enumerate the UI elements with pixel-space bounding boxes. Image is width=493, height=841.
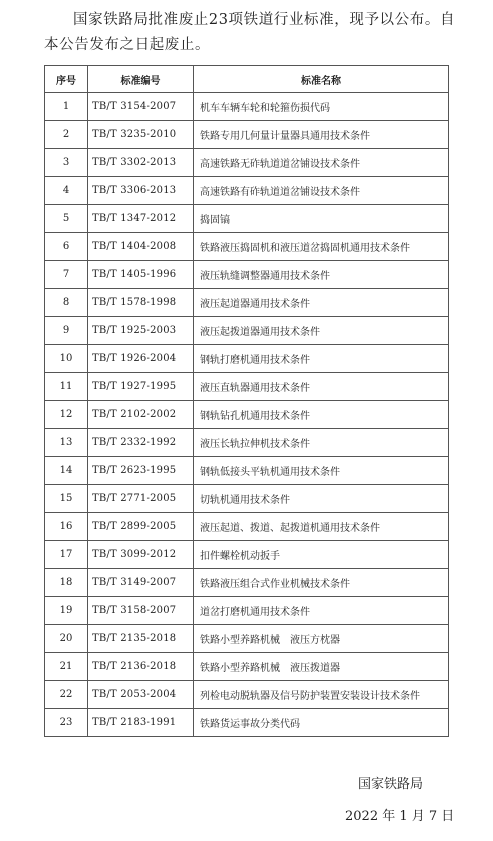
standard-code: TB/T 1926-2004 <box>88 345 194 373</box>
row-number: 15 <box>45 485 88 513</box>
row-number: 18 <box>45 569 88 597</box>
table-row <box>45 653 449 681</box>
table-row <box>45 345 449 373</box>
table-row <box>45 429 449 457</box>
standard-code: TB/T 1578-1998 <box>88 289 194 317</box>
standard-code: TB/T 1347-2012 <box>88 205 194 233</box>
standard-name: 道岔打磨机通用技术条件 <box>194 597 449 625</box>
table-row <box>45 401 449 429</box>
header-number: 序号 <box>45 66 88 93</box>
table-row <box>45 261 449 289</box>
row-number: 7 <box>45 261 88 289</box>
standard-name: 液压起拨道器通用技术条件 <box>194 317 449 345</box>
standard-name: 钢轨钻孔机通用技术条件 <box>194 401 449 429</box>
standard-code: TB/T 2623-1995 <box>88 457 194 485</box>
standard-name: 机车车辆车轮和轮箍伤损代码 <box>194 93 449 121</box>
notice-intro: 国家铁路局批准废止23项铁道行业标准，现予以公布。自本公告发布之日起废止。 <box>44 12 456 53</box>
table-row <box>45 149 449 177</box>
standard-name: 铁路液压捣固机和液压道岔捣固机通用技术条件 <box>194 233 449 261</box>
row-number: 17 <box>45 541 88 569</box>
table-row <box>45 457 449 485</box>
standard-name: 铁路专用几何量计量器具通用技术条件 <box>194 121 449 149</box>
row-number: 9 <box>45 317 88 345</box>
standard-name: 铁路液压组合式作业机械技术条件 <box>194 569 449 597</box>
table-body <box>45 93 449 737</box>
standard-code: TB/T 2183-1991 <box>88 709 194 737</box>
header-standard-name: 标准名称 <box>194 66 449 93</box>
row-number: 20 <box>45 625 88 653</box>
row-number: 2 <box>45 121 88 149</box>
table-row <box>45 121 449 149</box>
table-row <box>45 541 449 569</box>
standard-code: TB/T 3154-2007 <box>88 93 194 121</box>
table-row <box>45 569 449 597</box>
standard-code: TB/T 1925-2003 <box>88 317 194 345</box>
table-row <box>45 93 449 121</box>
standard-code: TB/T 2332-1992 <box>88 429 194 457</box>
standard-name: 铁路货运事故分类代码 <box>194 709 449 737</box>
row-number: 6 <box>45 233 88 261</box>
standard-code: TB/T 2102-2002 <box>88 401 194 429</box>
table-row <box>45 233 449 261</box>
row-number: 4 <box>45 177 88 205</box>
standard-code: TB/T 3149-2007 <box>88 569 194 597</box>
standard-code: TB/T 2771-2005 <box>88 485 194 513</box>
table-row <box>45 597 449 625</box>
table-header-row <box>45 66 449 93</box>
standard-code: TB/T 3158-2007 <box>88 597 194 625</box>
standard-name: 液压长轨拉伸机技术条件 <box>194 429 449 457</box>
standard-code: TB/T 2135-2018 <box>88 625 194 653</box>
issue-date: 2022 年 1 月 7 日 <box>345 809 455 824</box>
row-number: 8 <box>45 289 88 317</box>
standard-name: 液压起道器通用技术条件 <box>194 289 449 317</box>
row-number: 11 <box>45 373 88 401</box>
table-row <box>45 625 449 653</box>
standard-name: 液压直轨器通用技术条件 <box>194 373 449 401</box>
table-row <box>45 709 449 737</box>
row-number: 21 <box>45 653 88 681</box>
table-row <box>45 485 449 513</box>
standard-code: TB/T 2053-2004 <box>88 681 194 709</box>
row-number: 3 <box>45 149 88 177</box>
table-row <box>45 317 449 345</box>
standard-code: TB/T 1404-2008 <box>88 233 194 261</box>
standard-name: 高速铁路有砟轨道道岔铺设技术条件 <box>194 177 449 205</box>
table-row <box>45 513 449 541</box>
standard-code: TB/T 2136-2018 <box>88 653 194 681</box>
standard-name: 钢轨打磨机通用技术条件 <box>194 345 449 373</box>
standard-name: 切轨机通用技术条件 <box>194 485 449 513</box>
table-row <box>45 205 449 233</box>
row-number: 19 <box>45 597 88 625</box>
standard-name: 铁路小型养路机械 液压方枕器 <box>194 625 449 653</box>
standard-name: 高速铁路无砟轨道道岔铺设技术条件 <box>194 149 449 177</box>
standard-code: TB/T 3302-2013 <box>88 149 194 177</box>
standard-name: 扣件螺栓机动扳手 <box>194 541 449 569</box>
table-row <box>45 289 449 317</box>
standard-code: TB/T 2899-2005 <box>88 513 194 541</box>
table-row <box>45 373 449 401</box>
row-number: 16 <box>45 513 88 541</box>
row-number: 13 <box>45 429 88 457</box>
row-number: 14 <box>45 457 88 485</box>
standard-code: TB/T 1927-1995 <box>88 373 194 401</box>
standard-name: 铁路小型养路机械 液压拨道器 <box>194 653 449 681</box>
standard-name: 钢轨低接头平轨机通用技术条件 <box>194 457 449 485</box>
standard-name: 捣固镐 <box>194 205 449 233</box>
row-number: 1 <box>45 93 88 121</box>
standard-code: TB/T 3235-2010 <box>88 121 194 149</box>
standard-name: 列检电动脱轨器及信号防护装置安装设计技术条件 <box>194 681 449 709</box>
table-row <box>45 681 449 709</box>
row-number: 10 <box>45 345 88 373</box>
table-row <box>45 177 449 205</box>
row-number: 5 <box>45 205 88 233</box>
issuing-authority: 国家铁路局 <box>358 777 424 792</box>
standard-code: TB/T 1405-1996 <box>88 261 194 289</box>
row-number: 12 <box>45 401 88 429</box>
row-number: 23 <box>45 709 88 737</box>
standard-code: TB/T 3306-2013 <box>88 177 194 205</box>
standards-table <box>44 65 449 737</box>
standard-name: 液压起道、拨道、起拨道机通用技术条件 <box>194 513 449 541</box>
standard-name: 液压轨缝调整器通用技术条件 <box>194 261 449 289</box>
standard-code: TB/T 3099-2012 <box>88 541 194 569</box>
row-number: 22 <box>45 681 88 709</box>
header-standard-code: 标准编号 <box>88 66 194 93</box>
